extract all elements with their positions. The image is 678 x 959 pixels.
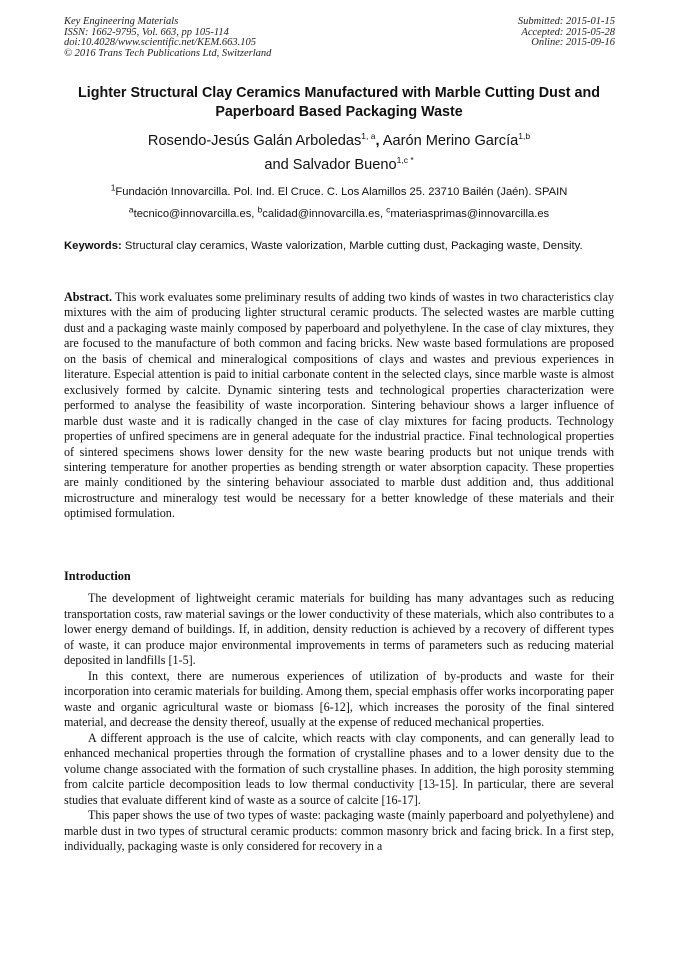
affiliation-line	[64, 181, 614, 203]
author-affiliation-mark: 1,c *	[396, 155, 414, 166]
body-paragraph: A different approach is the use of calcite, which reacts with clay components, and can generally lead to enhanced mechanical properties through the formation of crystalline phases and to a lower density due to the volume change associated with the formation of such crystalline phases. In addition, the high porosity stemming from calcite particle decomposition leads to low thermal conductivity [13-15]. In particular, there are several studies that evaluate different kind of waste as a source of calcite [16-17].	[64, 730, 614, 807]
author-affiliation-mark: 1, a	[361, 131, 376, 142]
affiliation-text: Fundación Innovarcilla. Pol. Ind. El Cruce. C. Los Alamillos 25. 23710 Bailén (Jaén). SPAIN	[115, 186, 568, 198]
author-line-2	[64, 153, 614, 177]
author-name: and Salvador Bueno	[264, 157, 397, 173]
accepted-date: Accepted: 2015-05-28	[521, 26, 615, 38]
author-line-1	[64, 129, 614, 153]
author-name: Rosendo-Jesús Galán Arboledas	[147, 133, 362, 149]
paper-title: Lighter Structural Clay Ceramics Manufactured with Marble Cutting Dust and Paperboard Based Packaging Waste	[78, 85, 600, 120]
issn-line: ISSN: 1662-9795, Vol. 663, pp 105-114	[64, 26, 229, 38]
email-line	[64, 203, 614, 225]
abstract-text: This work evaluates some preliminary results of adding two kinds of wastes in two characteristics clay mixtures with the aim of producing lighter structural ceramic products. The selected wastes are marble cutting dust and a packaging waste mainly composed by paperboard and polyethylene. In the case of clay mixtures, they are focused to the manufacture of both common and facing bricks. New waste based formulations are proposed on the basis of chemical and mineralogical compositions of clays and wastes and previous experiences in literature. Especial attention is paid to initial carbonate content in the selected clays, since marble waste is almost exclusively formed by calcite. Dynamic sintering tests and technological properties characterization were performed to analyse the feasibility of waste incorporation. Sintering behaviour shows a larger influence of marble dust waste and it is radically changed in the case of clay mixtures for facing products. Technology properties of unfired specimens are in general adequate for the industrial practice. Final technological properties of sintered specimens shows lower density for the new waste bearing products but not unique trends with sintering temperature for another properties as bending strength or water absorption capacity. These properties are mainly conditioned by the sintering behaviour associated to marble dust addition and, thus additional microstructure and mineralogy test would be necessary for a better knowledge of these materials and their optimised formulation.	[64, 290, 614, 521]
copyright-line: © 2016 Trans Tech Publications Ltd, Switzerland	[64, 47, 272, 59]
affiliation-mark: 1	[110, 182, 116, 193]
keywords-label: Keywords:	[64, 240, 122, 252]
author-list	[64, 129, 614, 177]
keywords-text: Structural clay ceramics, Waste valorization, Marble cutting dust, Packaging waste, Density.	[121, 240, 583, 252]
author-separator: ,	[375, 133, 380, 149]
author-name: Aarón Merino García	[379, 133, 519, 149]
email-address[interactable]: materiasprimas@innovarcilla.es	[390, 208, 550, 220]
journal-header-left	[64, 17, 271, 59]
body-paragraph: This paper shows the use of two types of waste: packaging waste (mainly paperboard and polyethylene) and marble dust in two types of structural ceramic products: common masonry brick and facing brick. In a first step, individually, packaging waste is only considered for recovery in a	[64, 808, 614, 853]
email-mark: a	[128, 204, 134, 215]
introduction-body	[64, 591, 614, 855]
abstract-label: Abstract.	[64, 290, 113, 304]
email-mark: b	[257, 204, 263, 215]
email-address[interactable]: tecnico@innovarcilla.es,	[133, 208, 258, 220]
doi-line[interactable]: doi:10.4028/www.scientific.net/KEM.663.105	[64, 37, 256, 48]
author-affiliation-mark: 1,b	[518, 131, 531, 142]
affiliation-block	[64, 181, 614, 225]
journal-header-right	[518, 17, 615, 49]
body-paragraph: The development of lightweight ceramic materials for building has many advantages such as reducing transportation costs, raw material savings or the lower conductivity of these materials, which also contributes to a lower energy demand of buildings. If, in addition, density reduction is achieved by a recovery of different types of waste, it can produce major environmental improvements in terms of parameters such as reducing material deposited in landfills [1-5].	[64, 591, 614, 667]
introduction-heading: Introduction	[64, 569, 131, 583]
online-date: Online: 2015-09-16	[531, 37, 615, 48]
email-mark: c	[386, 204, 391, 215]
keywords-block	[64, 239, 614, 255]
submitted-date: Submitted: 2015-01-15	[517, 16, 615, 27]
email-address[interactable]: calidad@innovarcilla.es,	[262, 208, 387, 220]
journal-name: Key Engineering Materials	[64, 16, 179, 27]
body-paragraph: In this context, there are numerous experiences of utilization of by-products and waste for their incorporation into ceramic materials for building. Among them, special emphasis offer works incorporating paper waste and organic agricultural waste or biomass [6-12], which increases the porosity of the final sintered material, and decrease the density thereof, usually at the expense of reduced mechanical properties.	[64, 668, 614, 729]
abstract-block	[64, 290, 614, 522]
